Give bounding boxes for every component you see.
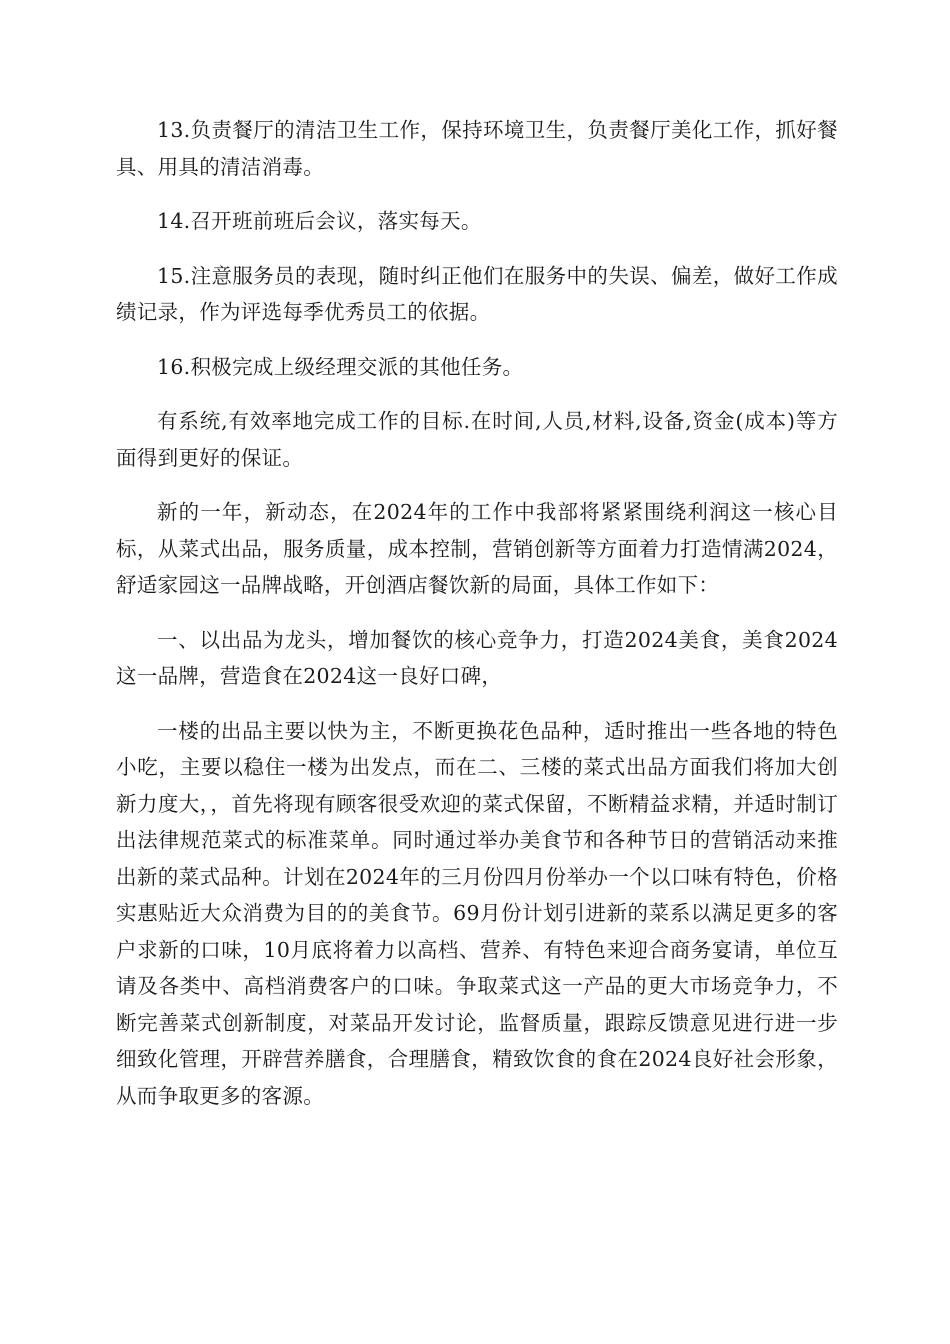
paragraph-item-16: 16.积极完成上级经理交派的其他任务。: [157, 354, 524, 379]
paragraph-item-14: 14.召开班前班后会议，落实每天。: [157, 209, 482, 233]
document-body: [116, 112, 838, 1132]
paragraph-first-floor: 一楼的出品主要以快为主，不断更换花色品种，适时推出一些各地的特色小吃，主要以稳住一楼为出发点，而在二、三楼的菜式出品方面我们将加大创新力度大，，首先将现有顾客很受欢迎的菜式保留，不断精益求精，并适时制订出法律规范菜式的标准菜单。同时通过举办美食节和各种节日的营销活动来推出新的菜式品种。计划在2024年的三月份四月份举办一个以口味有特色，价格实惠贴近大众消费为目的的美食节。69月份计划引进新的菜系以满足更多的客户求新的口味，10月底将着力以高档、营养、有特色来迎合商务宴请，单位互请及各类中、高档消费客户的口味。争取菜式这一产品的更大市场竞争力，不断完善菜式创新制度，对菜品开发讨论，监督质量，跟踪反馈意见进行进一步细致化管理，开辟营养膳食，合理膳食，精致饮食的食在2024良好社会形象，从而争取更多的客源。: [116, 718, 838, 1108]
paragraph-new-year: 新的一年，新动态，在2024年的工作中我部将紧紧围绕利润这一核心目标，从菜式出品，服务质量，成本控制，营销创新等方面着力打造情满2024，舒适家园这一品牌战略，开创酒店餐饮新的局面，具体工作如下：: [116, 500, 838, 597]
paragraph-goal: 有系统,有效率地完成工作的目标.在时间,人员,材料,设备,资金(成本)等方面得到更好的保证。: [116, 409, 838, 470]
paragraph-item-15: 15.注意服务员的表现，随时纠正他们在服务中的失误、偏差，做好工作成绩记录，作为评选每季优秀员工的依据。: [116, 263, 838, 324]
paragraph-item-13: 13.负责餐厅的清洁卫生工作，保持环境卫生，负责餐厅美化工作，抓好餐具、用具的清洁消毒。: [116, 118, 838, 179]
paragraph-section-one: 一、以出品为龙头，增加餐饮的核心竞争力，打造2024美食，美食2024这一品牌，营造食在2024这一良好口碑，: [116, 627, 838, 688]
